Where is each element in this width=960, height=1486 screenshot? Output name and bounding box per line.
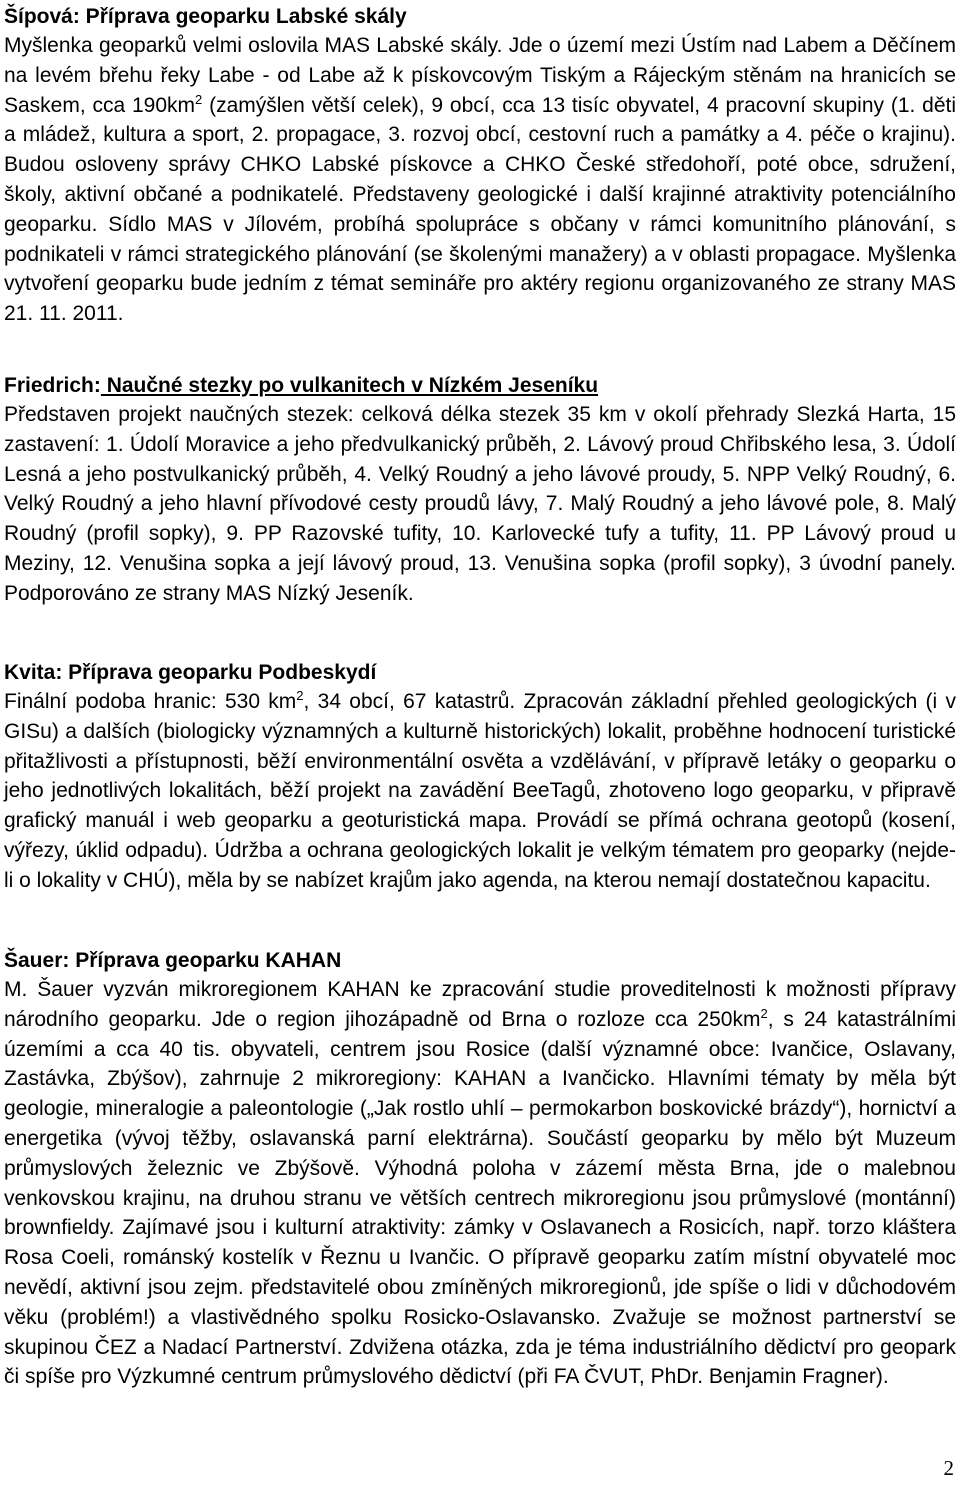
superscript: 2	[296, 688, 304, 703]
superscript: 2	[760, 1005, 768, 1021]
section-body	[4, 687, 956, 896]
body-text-part-2: , s 24 katastrálními územími a cca 40 tis. obyvateli, centrem jsou Rosice (další významné obce: Ivančice, Oslavany, Zastávka, Zbýšov), zahrnuje 2 mikroregiony: KAHAN a Ivančicko. Hlavními tématy by měla být geologie, mineralogie a paleontologie („Jak rostlo uhlí – permokarbon boskovické brázdy“), hornictví a energetika (vývoj těžby, oslavanská parní elektrárna). Součástí geoparku by mělo být Muzeum průmyslových železnic ve Zbýšově. Výhodná poloha v zázemí města Brna, jde o malebnou venkovskou krajinu, na druhou stranu ve větších centrech mikroregionu jsou průmyslové (montánní) brownfieldy. Zajímavé jsou i kulturní atraktivity: zámky v Oslavanech a Rosicích, např. torzo kláštera Rosa Coeli, románský kostelík v Řeznu u Ivančic. O přípravě geoparku zatím místní obyvatelé moc nevědí, aktivní jsou zejm. představitelé obou zmíněných mikroregionů, jde spíše o lidi v důchodovém věku (problém!) a vlastivědného spolku Rosicko-Oslavansko. Zvažuje se možnost partnerství se skupinou ČEZ a Nadací Partnerství. Zdvižena otázka, zda je téma industriálního dědictví pro geopark či spíše pro Výzkumné centrum průmyslového dědictví (při FA ČVUT, PhDr. Benjamin Fragner).	[4, 1007, 957, 1389]
body-text-part-1: M. Šauer vyzván mikroregionem KAHAN ke zpracování studie proveditelnosti k možnosti přípravy národního geoparku. Jde o region jihozápadně od Brna o rozloze cca 250km	[4, 978, 956, 1031]
page-number: 2	[943, 1456, 954, 1480]
body-text-part-1: Finální podoba hranic: 530 km	[4, 690, 297, 713]
section-heading	[4, 658, 956, 687]
section-nizky-jesenik	[4, 371, 956, 609]
body-text-part-1: Myšlenka geoparků velmi oslovila MAS Labské skály. Jde o území mezi Ústím nad Labem a Děčínem na levém břehu řeky Labe - od Labe až k pískovcovým Tiským a Rájeckým stěnám na hranicích se Saskem, cca 190km	[4, 34, 956, 117]
section-body: Představen projekt naučných stezek: celková délka stezek 35 km v okolí přehrady Slezká Harta, 15 zastavení: 1. Údolí Moravice a jeho předvulkanický průběh, 2. Lávový proud Chřibského lesa, 3. Údolí Lesná a jeho postvulkanický průběh, 4. Velký Roudný a jeho lávové proudy, 5. NPP Velký Roudný, 6. Velký Roudný a jeho hlavní přívodové cesty proudů lávy, 7. Malý Roudný a jeho lávové pole, 8. Malý Roudný (profil sopky), 9. PP Razovské tufity, 10. Karlovecké tufy a tufity, 11. PP Lávový proud u Meziny, 12. Venušina sopka a její lávový proud, 13. Venušina sopka (profil sopky), 3 úvodní panely. Podporováno ze strany MAS Nízký Jeseník.	[4, 403, 956, 605]
section-heading	[4, 371, 956, 400]
heading-title: Naučné stezky po vulkanitech v Nízkém Jeseníku	[100, 374, 599, 397]
section-kahan	[4, 946, 956, 1392]
heading-text: Šípová: Příprava geoparku Labské skály	[4, 5, 407, 28]
section-body	[4, 31, 956, 329]
section-heading	[4, 2, 956, 31]
section-labske-skaly	[4, 2, 956, 329]
body-text-part-2: , 34 obcí, 67 katastrů. Zpracován základní přehled geologických (i v GISu) a dalších (biologicky významných a kulturně historických) lokalit, proběhne hodnocení turistické přitažlivosti a přístupnosti, běží environmentální osvěta a vzdělávání, v přípravě letáky o geoparku o jeho jednotlivých lokalitách, běží projekt na zavádění BeeTagů, zhotoveno logo geoparku, v připravě grafický manuál i web geoparku a geoturistická mapa. Provádí se přímá ochrana geotopů (kosení, výřezy, úklid odpadu). Údržba a ochrana geologických lokalit je velkým tématem pro geoparky (nejde-li o lokality v CHÚ), měla by se nabízet krajům jako agenda, na kterou nemají dostatečnou kapacitu.	[4, 690, 956, 892]
heading-author: Friedrich:	[4, 374, 101, 397]
section-podbeskydi	[4, 658, 956, 896]
section-heading	[4, 946, 956, 975]
heading-text: Šauer: Příprava geoparku KAHAN	[4, 949, 342, 972]
body-text-part-2: (zamýšlen větší celek), 9 obcí, cca 13 tisíc obyvatel, 4 pracovní skupiny (1. děti a mládež, kultura a sport, 2. propagace, 3. rozvoj obcí, cestovní ruch a památky a 4. péče o krajinu). Budou osloveny správy CHKO Labské pískovce a CHKO České středohoří, poté obce, sdružení, školy, aktivní občané a podnikatelé. Představeny geologické i další krajinné atraktivity potenciálního geoparku. Sídlo MAS v Jílovém, probíhá spolupráce s občany v rámci komunitního plánování, s podnikateli v rámci strategického plánování (se školenými manažery) a v oblasti propagace. Myšlenka vytvoření geoparku bude jedním z témat semináře pro aktéry regionu organizovaného ze strany MAS 21. 11. 2011.	[4, 93, 957, 326]
heading-text: Kvita: Příprava geoparku Podbeskydí	[4, 661, 377, 684]
superscript: 2	[195, 91, 203, 107]
section-body	[4, 975, 956, 1392]
